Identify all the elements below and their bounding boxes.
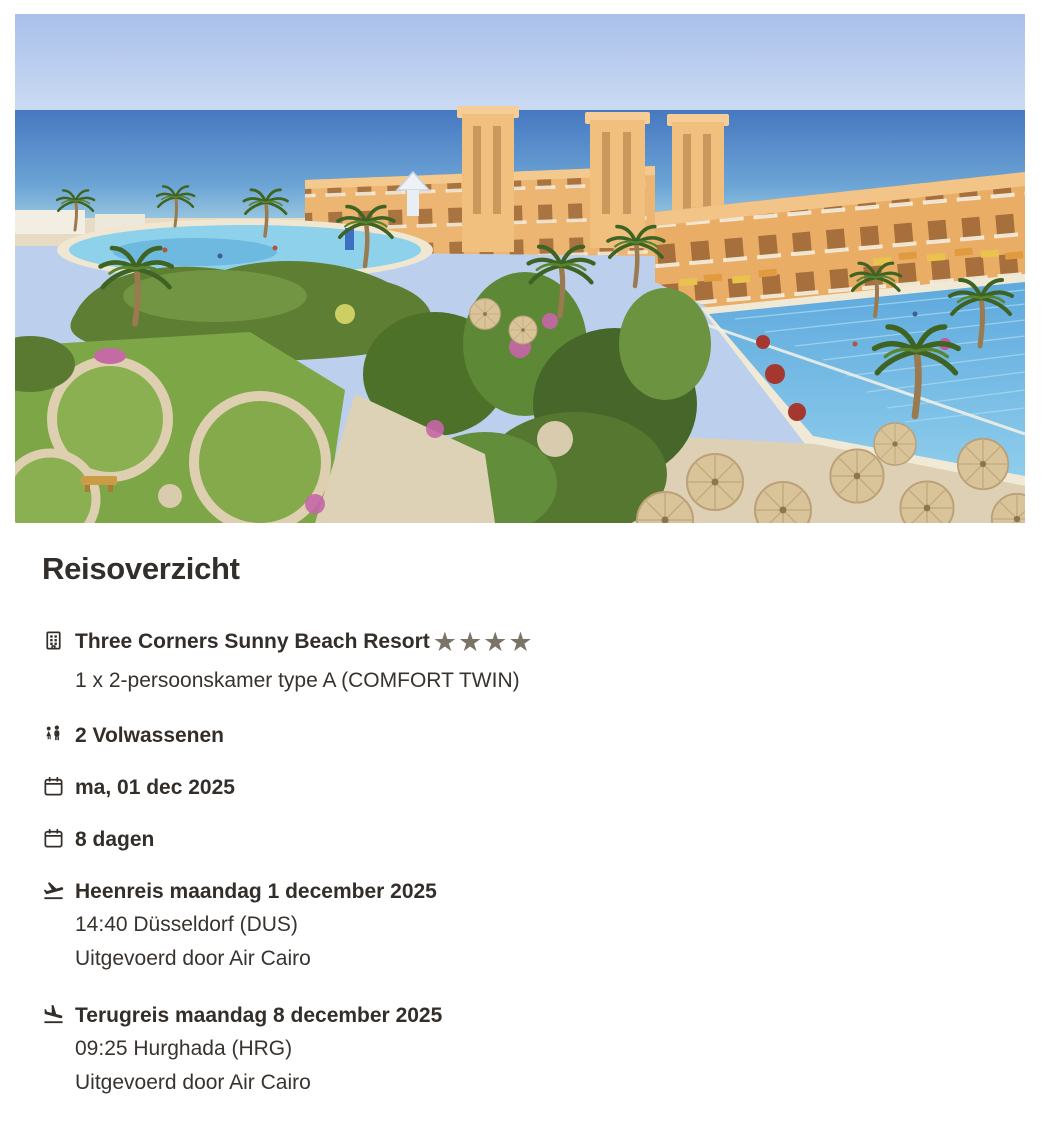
start-date-label: ma, 01 dec 2025 bbox=[75, 776, 235, 799]
hotel-row bbox=[42, 628, 534, 655]
outbound-title: Heenreis maandag 1 december 2025 bbox=[75, 880, 437, 903]
duration-label: 8 dagen bbox=[75, 828, 155, 851]
occupancy-row bbox=[42, 722, 224, 749]
flight-takeoff-icon bbox=[42, 879, 65, 902]
hotel-building-icon bbox=[42, 629, 65, 652]
return-title: Terugreis maandag 8 december 2025 bbox=[75, 1004, 443, 1027]
duration-row bbox=[42, 826, 154, 853]
occupancy-label: 2 Volwassenen bbox=[75, 724, 225, 747]
outbound-operator-label: Uitgevoerd door Air Cairo bbox=[75, 947, 311, 970]
calendar-icon bbox=[42, 775, 65, 798]
start-date-row bbox=[42, 774, 235, 801]
hotel-name: Three Corners Sunny Beach Resort bbox=[75, 630, 430, 653]
hotel-photo bbox=[15, 14, 1025, 523]
outbound-flight-row bbox=[42, 878, 437, 905]
flight-landing-icon bbox=[42, 1003, 65, 1026]
room-type-label: 1 x 2-persoonskamer type A (COMFORT TWIN) bbox=[75, 669, 520, 692]
calendar-icon bbox=[42, 827, 65, 850]
outbound-time-label: 14:40 Düsseldorf (DUS) bbox=[75, 913, 298, 936]
return-time-label: 09:25 Hurghada (HRG) bbox=[75, 1037, 293, 1060]
return-operator-label: Uitgevoerd door Air Cairo bbox=[75, 1071, 311, 1094]
hotel-star-rating: ★★★★ bbox=[432, 627, 534, 657]
return-flight-row bbox=[42, 1002, 442, 1029]
people-icon bbox=[42, 723, 65, 746]
page-title: Reisoverzicht bbox=[42, 551, 240, 586]
resort-scene-illustration bbox=[15, 14, 1025, 523]
hotel-name-label bbox=[75, 628, 534, 655]
